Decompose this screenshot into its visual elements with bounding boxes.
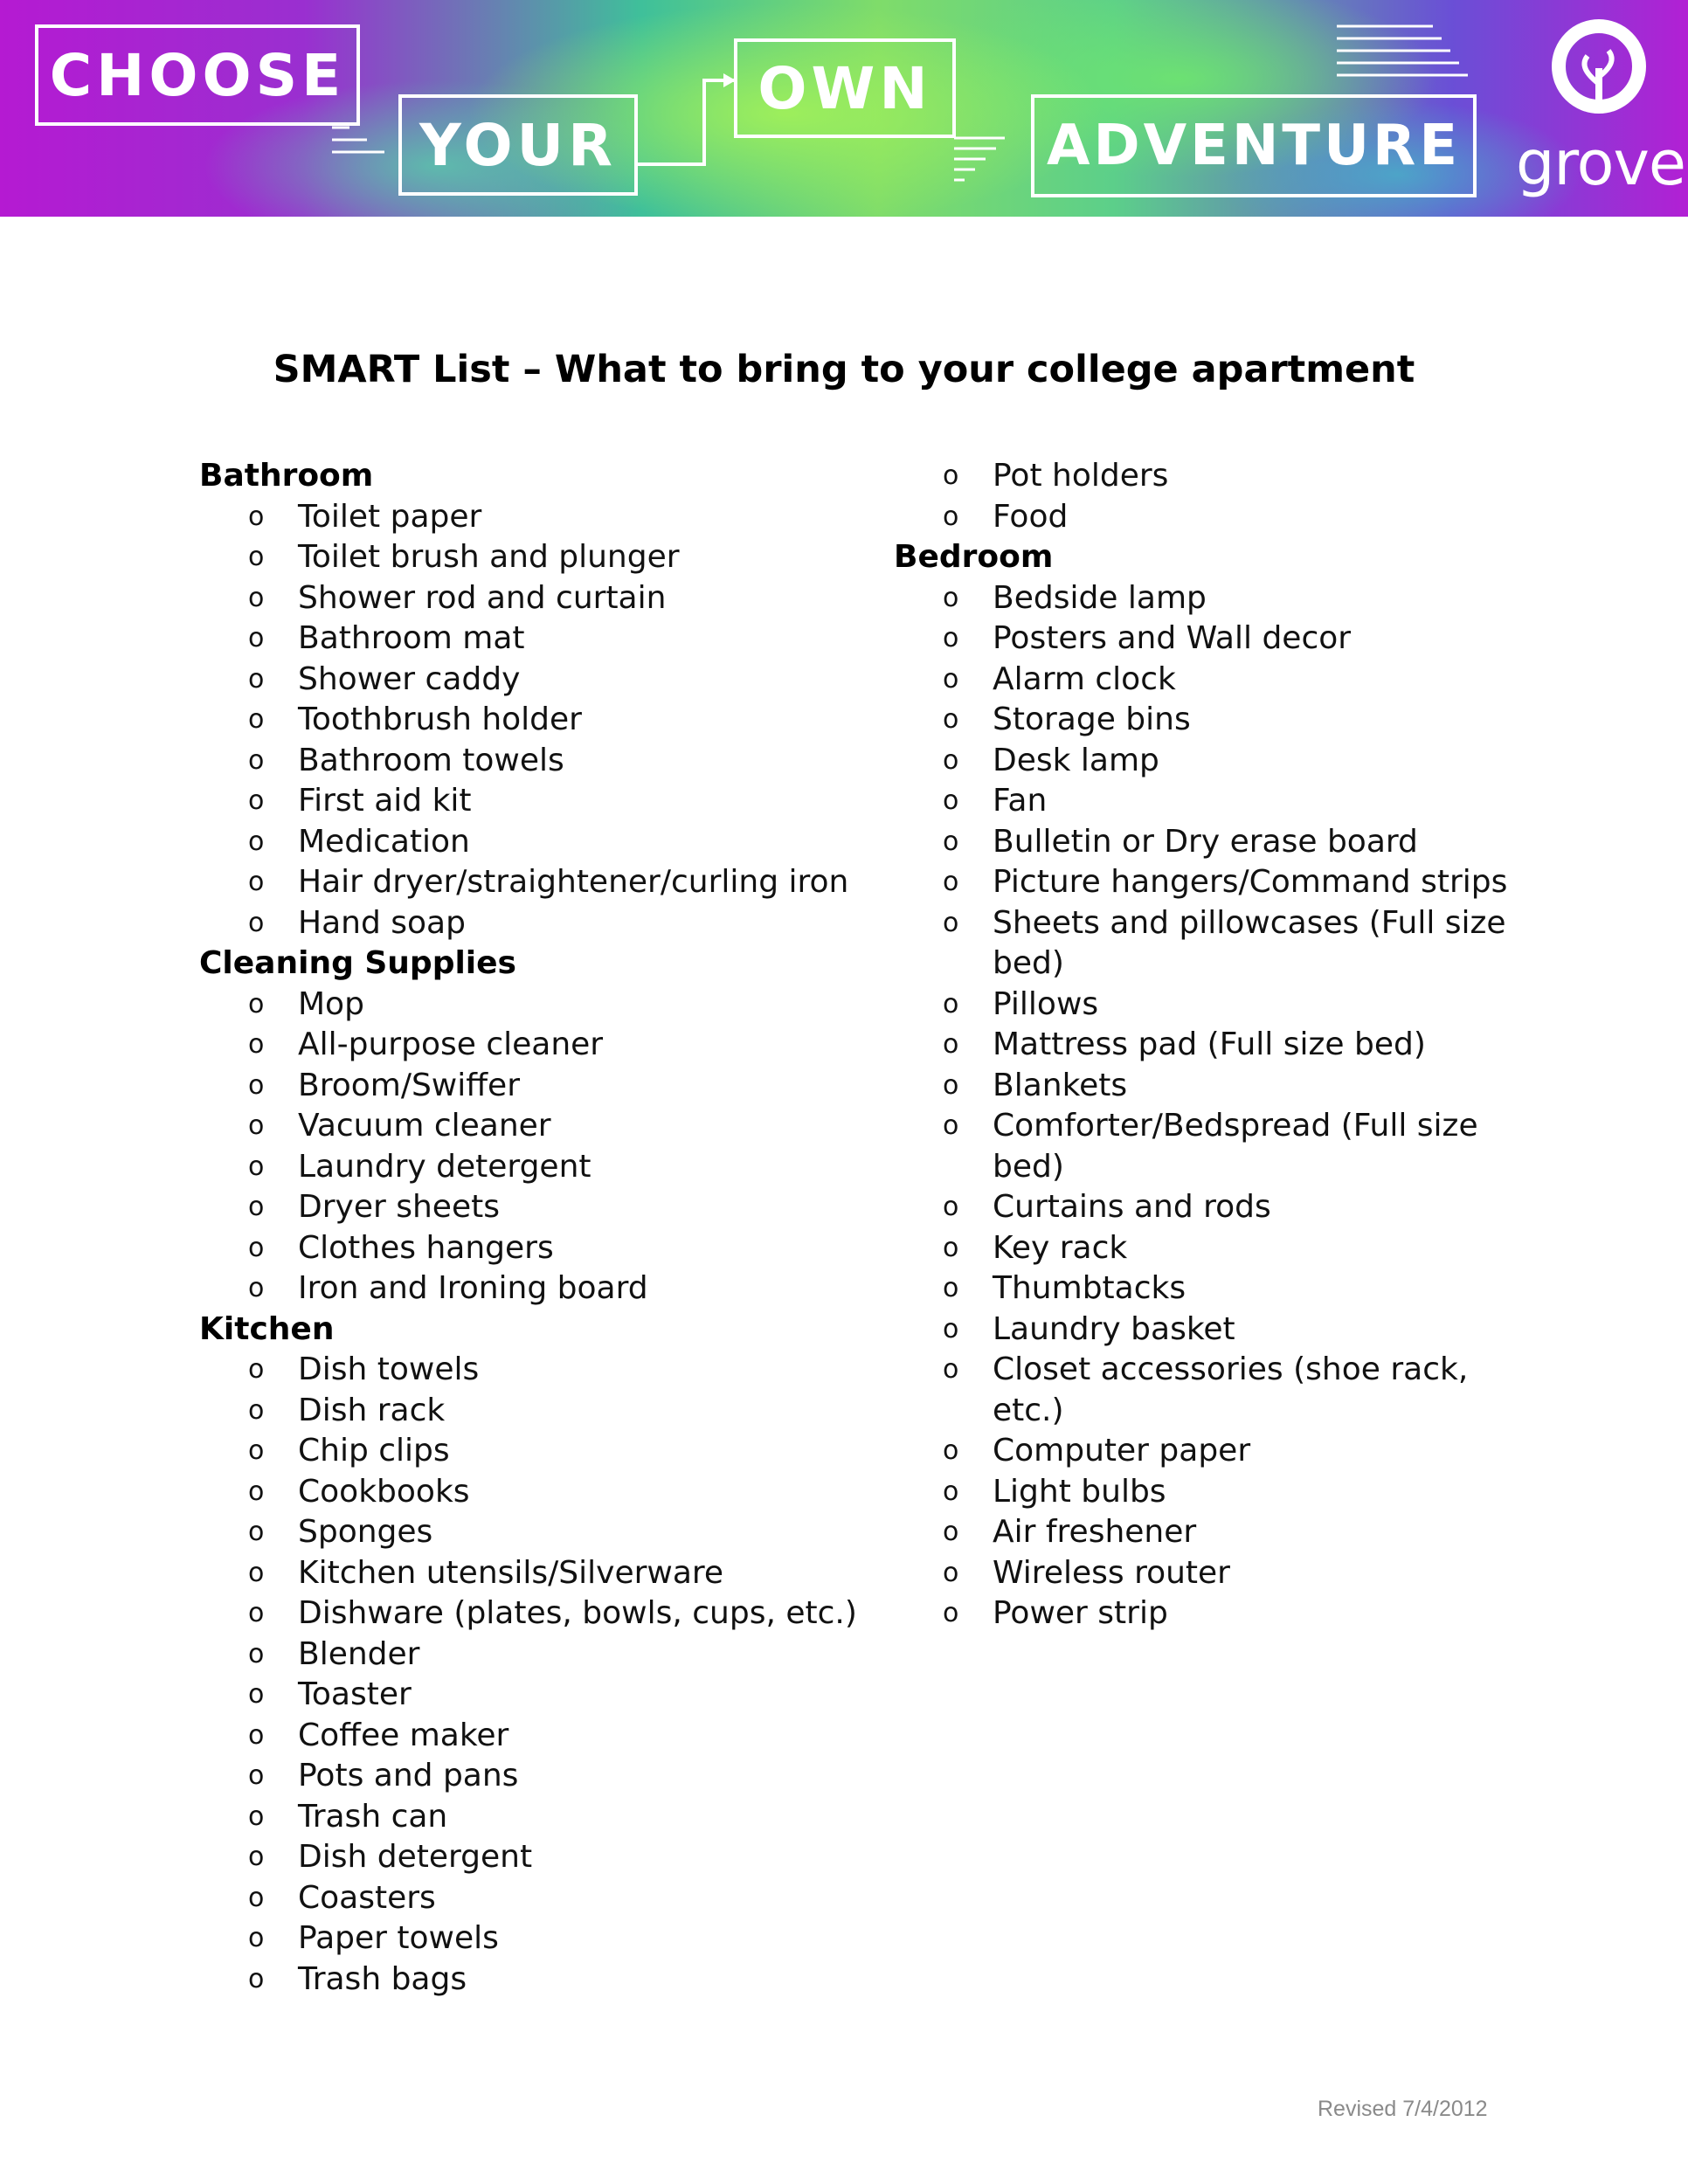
section-heading-kitchen: Kitchen xyxy=(199,1310,335,1347)
bullet-icon: o xyxy=(248,1800,265,1832)
list-item-label: Medication xyxy=(298,823,470,860)
list-item-label: Toilet paper xyxy=(298,498,482,535)
list-item xyxy=(894,1472,1534,1513)
list-item xyxy=(199,1635,875,1676)
list-item-label: Bathroom mat xyxy=(298,620,525,656)
bullet-icon: o xyxy=(943,501,959,532)
right-column xyxy=(894,456,1575,1635)
bullet-icon: o xyxy=(248,1232,265,1263)
bullet-icon: o xyxy=(943,988,959,1019)
list-item xyxy=(199,1350,875,1391)
checklist xyxy=(199,985,881,1310)
revised-date: Revised 7/4/2012 xyxy=(1318,2097,1488,2121)
list-item xyxy=(199,1066,875,1107)
list-item xyxy=(199,1025,875,1066)
list-item-label: Blankets xyxy=(993,1067,1128,1103)
bullet-icon: o xyxy=(248,1476,265,1507)
list-item xyxy=(894,822,1534,863)
list-item-label: Posters and Wall decor xyxy=(993,620,1352,656)
list-item-label: Cookbooks xyxy=(298,1473,470,1510)
list-item xyxy=(199,1593,875,1635)
bullet-icon: o xyxy=(248,704,265,735)
list-item xyxy=(199,903,875,944)
section-heading-bedroom: Bedroom xyxy=(894,539,1054,575)
banner-word-own: OWN xyxy=(734,38,956,138)
bullet-icon: o xyxy=(248,1517,265,1547)
checklist xyxy=(894,578,1575,1635)
section-heading-bathroom: Bathroom xyxy=(199,458,374,494)
bullet-icon: o xyxy=(943,867,959,897)
bullet-icon: o xyxy=(248,1882,265,1913)
bullet-icon: o xyxy=(248,785,265,816)
list-item-label: Trash can xyxy=(298,1798,448,1835)
list-item-label: Curtains and rods xyxy=(993,1189,1271,1225)
list-item-label: Thumbtacks xyxy=(993,1270,1186,1306)
list-item xyxy=(894,1310,1534,1351)
bullet-icon: o xyxy=(943,1354,959,1385)
bullet-icon: o xyxy=(248,1151,265,1182)
list-item xyxy=(199,1797,875,1838)
list-item-label: Dish towels xyxy=(298,1351,480,1387)
bullet-icon: o xyxy=(248,623,265,653)
list-item-label: Dryer sheets xyxy=(298,1189,500,1225)
checklist xyxy=(199,1350,881,2000)
list-item xyxy=(199,1391,875,1432)
list-item-label: Key rack xyxy=(993,1229,1128,1266)
bullet-icon: o xyxy=(943,704,959,735)
list-item xyxy=(894,1066,1534,1107)
list-item-label: Broom/Swiffer xyxy=(298,1067,521,1103)
bullet-icon: o xyxy=(943,582,959,613)
bullet-icon: o xyxy=(248,1842,265,1872)
bullet-icon: o xyxy=(248,1110,265,1141)
list-item xyxy=(199,985,875,1026)
list-item-label: Bulletin or Dry erase board xyxy=(993,823,1418,860)
list-item-label: Shower caddy xyxy=(298,660,521,697)
list-item-label: Air freshener xyxy=(993,1514,1197,1550)
list-item-label: Food xyxy=(993,498,1069,535)
list-item-label: Shower rod and curtain xyxy=(298,579,667,616)
list-item xyxy=(199,1228,875,1269)
list-item-label: Desk lamp xyxy=(993,742,1159,778)
list-item xyxy=(199,781,875,822)
list-item-label: Toothbrush holder xyxy=(298,702,582,737)
grove-logo-text: grove xyxy=(1516,128,1685,199)
bullet-icon: o xyxy=(248,1394,265,1426)
bullet-icon: o xyxy=(248,1029,265,1060)
list-item xyxy=(199,537,875,578)
bullet-icon: o xyxy=(943,907,959,938)
list-item-label: Bathroom towels xyxy=(298,742,564,778)
bullet-icon: o xyxy=(248,542,265,572)
bullet-icon: o xyxy=(248,663,265,695)
list-item xyxy=(199,741,875,782)
list-item xyxy=(894,903,1534,985)
bullet-icon: o xyxy=(248,1638,265,1669)
list-item xyxy=(894,700,1534,741)
list-item-label: Coffee maker xyxy=(298,1717,509,1753)
list-item-label: Mop xyxy=(298,985,364,1022)
bullet-icon: o xyxy=(943,826,959,857)
list-item xyxy=(894,1106,1534,1187)
list-item xyxy=(199,497,875,538)
list-item-label: Pillows xyxy=(993,985,1099,1022)
list-item-label: Bedside lamp xyxy=(993,579,1207,616)
list-item xyxy=(199,1472,875,1513)
list-item xyxy=(894,1025,1534,1066)
list-item xyxy=(199,1106,875,1147)
bullet-icon: o xyxy=(943,1273,959,1303)
list-item-label: Iron and Ironing board xyxy=(298,1270,648,1306)
bullet-icon: o xyxy=(943,663,959,695)
list-item-label: Mattress pad (Full size bed) xyxy=(993,1026,1426,1062)
list-item xyxy=(199,1878,875,1919)
bullet-icon: o xyxy=(943,1435,959,1466)
bullet-icon: o xyxy=(248,1192,265,1222)
list-item-label: Picture hangers/Command strips xyxy=(993,864,1508,900)
grove-logo xyxy=(1516,16,1685,208)
list-item-label: Vacuum cleaner xyxy=(298,1108,551,1144)
bullet-icon: o xyxy=(248,1435,265,1466)
list-item-label: Fan xyxy=(993,783,1048,819)
bullet-icon: o xyxy=(248,1719,265,1751)
list-item xyxy=(199,1675,875,1716)
bullet-icon: o xyxy=(943,1110,959,1141)
bullet-icon: o xyxy=(248,1273,265,1303)
list-item xyxy=(894,1350,1534,1431)
list-item xyxy=(894,985,1534,1026)
banner-word-your: YOUR xyxy=(398,94,638,196)
list-item xyxy=(894,1228,1534,1269)
bullet-icon: o xyxy=(943,1476,959,1507)
bullet-icon: o xyxy=(943,1232,959,1263)
bullet-icon: o xyxy=(248,1557,265,1588)
list-item-label: All-purpose cleaner xyxy=(298,1026,604,1062)
list-item-label: Dishware (plates, bowls, cups, etc.) xyxy=(298,1595,857,1631)
list-item-label: Pot holders xyxy=(993,458,1169,494)
checklist xyxy=(894,456,1575,537)
list-item xyxy=(894,1431,1534,1472)
page-title: SMART List – What to bring to your college apartment xyxy=(273,348,1415,391)
list-item-label: Clothes hangers xyxy=(298,1229,554,1266)
bullet-icon: o xyxy=(248,501,265,532)
list-item xyxy=(199,1756,875,1797)
list-item xyxy=(894,497,1534,538)
list-item-label: Sheets and pillowcases (Full size bed) xyxy=(993,904,1506,981)
list-item xyxy=(199,1147,875,1188)
section-heading-cleaning-supplies: Cleaning Supplies xyxy=(199,945,516,981)
list-item xyxy=(894,781,1534,822)
bullet-icon: o xyxy=(943,1029,959,1060)
list-item-label: Toaster xyxy=(298,1676,412,1712)
bullet-icon: o xyxy=(943,460,959,491)
left-column xyxy=(199,456,881,2000)
list-item xyxy=(199,700,875,741)
list-item-label: Hand soap xyxy=(298,904,466,941)
bullet-icon: o xyxy=(248,1760,265,1791)
bullet-icon: o xyxy=(248,1598,265,1628)
list-item-label: Alarm clock xyxy=(993,660,1176,697)
list-item xyxy=(894,741,1534,782)
list-item xyxy=(199,822,875,863)
list-item xyxy=(894,1268,1534,1310)
bullet-icon: o xyxy=(943,785,959,816)
bullet-icon: o xyxy=(943,623,959,653)
list-item xyxy=(894,660,1534,701)
banner-word-choose: CHOOSE xyxy=(35,24,360,126)
list-item xyxy=(199,1268,875,1310)
list-item-label: Toilet brush and plunger xyxy=(298,539,680,575)
list-item-label: Sponges xyxy=(298,1514,433,1550)
list-item-label: Chip clips xyxy=(298,1433,450,1469)
checklist xyxy=(199,497,881,944)
bullet-icon: o xyxy=(248,988,265,1019)
list-item-label: Hair dryer/straightener/curling iron xyxy=(298,864,849,900)
grove-leaf-icon xyxy=(1516,16,1682,129)
list-item-label: Blender xyxy=(298,1635,420,1672)
bullet-icon: o xyxy=(248,1069,265,1101)
bullet-icon: o xyxy=(248,582,265,613)
list-item xyxy=(894,619,1534,660)
bullet-icon: o xyxy=(248,1963,265,1994)
list-item xyxy=(199,1959,875,2001)
list-item-label: Wireless router xyxy=(993,1554,1230,1591)
bullet-icon: o xyxy=(943,1192,959,1222)
bullet-icon: o xyxy=(943,1517,959,1547)
list-item-label: Dish rack xyxy=(298,1392,446,1428)
bullet-icon: o xyxy=(943,1069,959,1101)
list-item xyxy=(894,456,1534,497)
list-item xyxy=(199,1918,875,1959)
list-item xyxy=(894,1512,1534,1553)
list-item-label: Closet accessories (shoe rack, etc.) xyxy=(993,1351,1469,1428)
list-item-label: Laundry basket xyxy=(993,1310,1235,1347)
list-item xyxy=(894,1187,1534,1228)
banner-word-adventure: ADVENTURE xyxy=(1031,94,1477,197)
list-item xyxy=(894,578,1534,619)
list-item-label: Computer paper xyxy=(993,1433,1251,1469)
list-item-label: Storage bins xyxy=(993,702,1191,737)
list-item-label: Dish detergent xyxy=(298,1839,533,1875)
list-item-label: Pots and pans xyxy=(298,1758,519,1794)
bullet-icon: o xyxy=(248,1679,265,1710)
list-item-label: Trash bags xyxy=(298,1960,467,1997)
list-item xyxy=(894,1553,1534,1594)
list-item-label: Light bulbs xyxy=(993,1473,1166,1510)
bullet-icon: o xyxy=(943,1313,959,1344)
list-item xyxy=(199,1553,875,1594)
list-item-label: Kitchen utensils/Silverware xyxy=(298,1554,724,1591)
list-item-label: Power strip xyxy=(993,1595,1168,1631)
list-item xyxy=(199,1431,875,1472)
list-item-label: First aid kit xyxy=(298,783,472,819)
bullet-icon: o xyxy=(248,744,265,776)
list-item xyxy=(894,1593,1534,1635)
bullet-icon: o xyxy=(248,867,265,897)
bullet-icon: o xyxy=(248,1354,265,1385)
list-item xyxy=(199,1512,875,1553)
list-item xyxy=(894,862,1534,903)
list-item-label: Paper towels xyxy=(298,1920,499,1956)
list-item xyxy=(199,578,875,619)
list-item xyxy=(199,1837,875,1878)
bullet-icon: o xyxy=(943,1598,959,1628)
list-item xyxy=(199,1187,875,1228)
bullet-icon: o xyxy=(943,1557,959,1588)
list-item xyxy=(199,862,875,903)
list-item xyxy=(199,619,875,660)
list-item-label: Coasters xyxy=(298,1879,436,1916)
list-item xyxy=(199,1716,875,1757)
bullet-icon: o xyxy=(248,826,265,857)
list-item-label: Comforter/Bedspread (Full size bed) xyxy=(993,1108,1478,1185)
header-banner xyxy=(0,0,1688,217)
list-item xyxy=(199,660,875,701)
bullet-icon: o xyxy=(248,1923,265,1953)
list-item-label: Laundry detergent xyxy=(298,1148,591,1185)
bullet-icon: o xyxy=(943,744,959,776)
bullet-icon: o xyxy=(248,907,265,938)
